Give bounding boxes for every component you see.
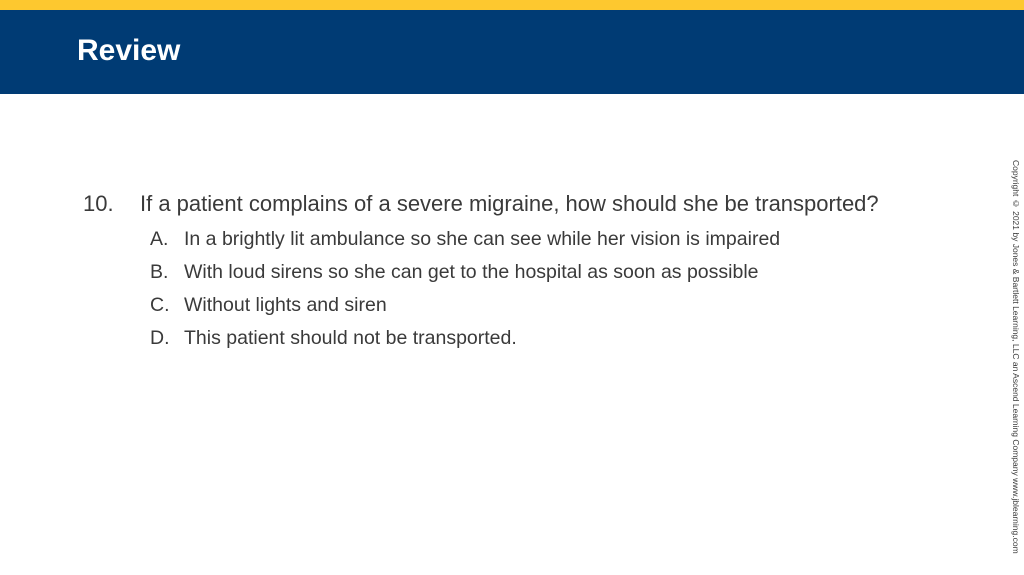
answer-letter: B. [150, 261, 169, 283]
answer-letter: C. [150, 294, 170, 316]
question-text: If a patient complains of a severe migraine, how should she be transported? [140, 191, 879, 216]
accent-stripe [0, 0, 1024, 10]
answer-letter: A. [150, 228, 169, 250]
slide-title: Review [77, 34, 181, 67]
answer-letter: D. [150, 327, 170, 349]
answer-text: This patient should not be transported. [184, 327, 517, 349]
answer-text: In a brightly lit ambulance so she can see while her vision is impaired [184, 228, 781, 250]
question-number: 10. [83, 191, 114, 216]
answer-text: Without lights and siren [184, 294, 387, 316]
answer-text: With loud sirens so she can get to the hospital as soon as possible [184, 261, 759, 283]
copyright-notice: Copyright © 2021 by Jones & Bartlett Learning, LLC an Ascend Learning Company www.jblearning.com [1011, 160, 1021, 554]
